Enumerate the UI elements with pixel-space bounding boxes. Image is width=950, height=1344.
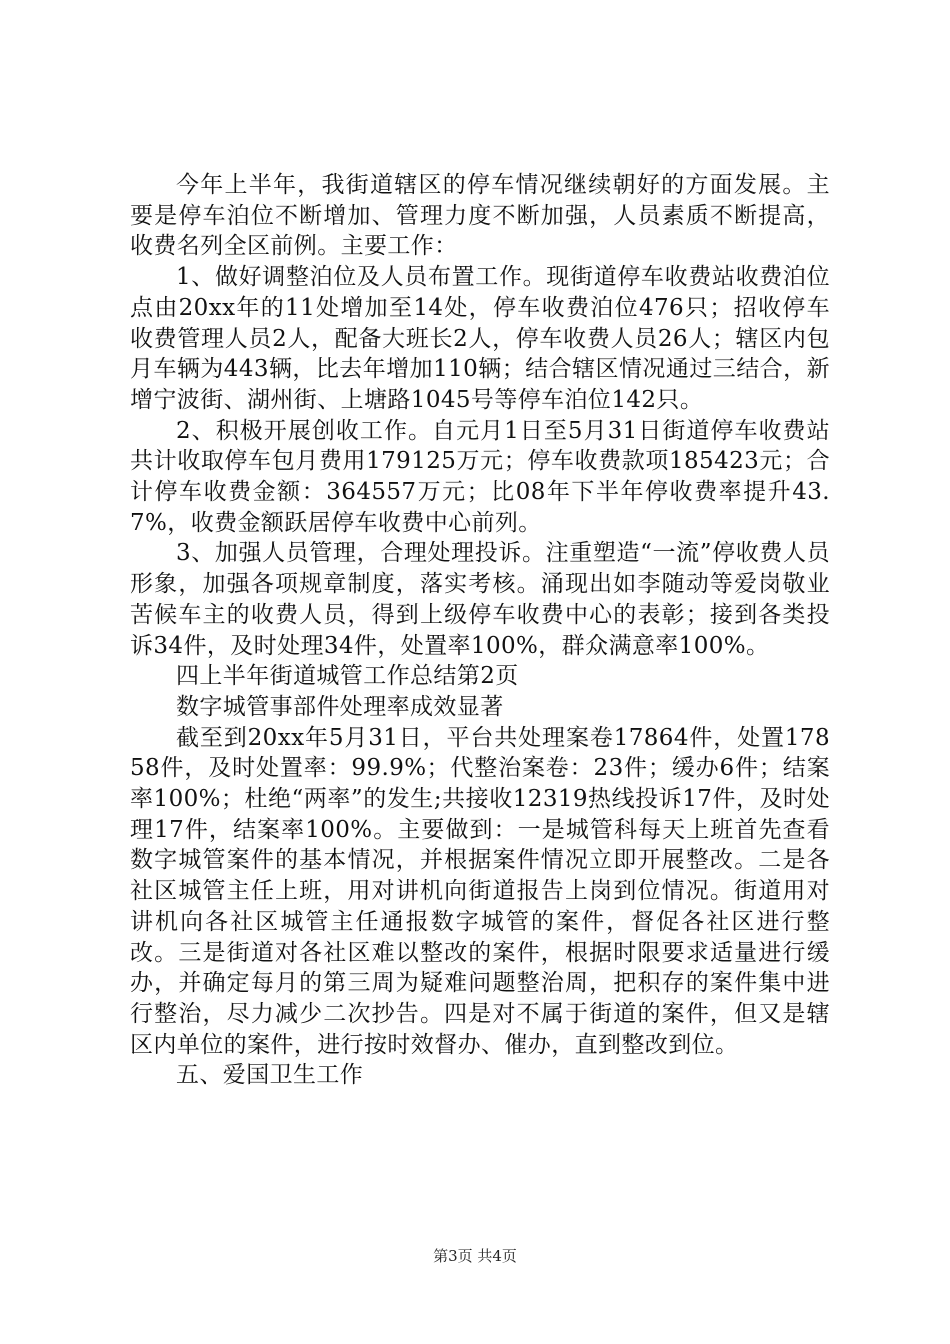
paragraph-digital-city: 截至到20xx年5月31日，平台共处理案卷17864件，处置17858件，及时处置率：99.9%；代整治案卷：23件；缓办6件；结案率100%；杜绝“两率”的发生;共接收12319热线投诉17件，及时处理17件，结案率100%。主要做到：一是城管科每天上班首先查看数字城管案件的基本情况，并根据案件情况立即开展整改。二是各社区城管主任上班，用对讲机向街道报告上岗到位情况。街道用对讲机向各社区城管主任通报数字城管的案件，督促各社区进行整改。三是街道对各社区难以整改的案件，根据时限要求适量进行缓办，并确定每月的第三周为疑难问题整治周，把积存的案件集中进行整治，尽力减少二次抄告。四是对不属于街道的案件，但又是辖区内单位的案件，进行按时效督办、催办，直到整改到位。 xyxy=(130,724,830,1058)
paragraph-intro: 今年上半年，我街道辖区的停车情况继续朝好的方面发展。主要是停车泊位不断增加、管理力度不断加强，人员素质不断提高，收费名列全区前例。主要工作： xyxy=(130,172,830,260)
paragraph-item-3: 3、加强人员管理，合理处理投诉。注重塑造“一流”停收费人员形象，加强各项规章制度，落实考核。涌现出如李随动等爱岗敬业苦候车主的收费人员，得到上级停车收费中心的表彰；接到各类投诉34件，及时处理34件，处置率100%，群众满意率100%。 xyxy=(130,540,830,659)
section-heading-sanitation: 五、爱国卫生工作 xyxy=(176,1062,364,1089)
paragraph-item-2: 2、积极开展创收工作。自元月1日至5月31日街道停车收费站共计收取停车包月费用179125万元；停车收费款项185423元；合计停车收费金额：364557万元；比08年下半年停收费率提升43.7%，收费金额跃居停车收费中心前列。 xyxy=(130,417,830,536)
document-body xyxy=(130,170,830,1091)
paragraph-page-ref: 四上半年街道城管工作总结第2页 xyxy=(176,663,519,690)
section-heading-digital-city: 数字城管事部件处理率成效显著 xyxy=(176,693,504,720)
page-footer: 第3页 共4页 xyxy=(433,1247,517,1265)
paragraph-item-1: 1、做好调整泊位及人员布置工作。现街道停车收费站收费泊位点由20xx年的11处增加至14处，停车收费泊位476只；招收停车收费管理人员2人，配备大班长2人，停车收费人员26人；辖区内包月车辆为443辆，比去年增加110辆；结合辖区情况通过三结合，新增宁波街、湖州街、上塘路1045号等停车泊位142只。 xyxy=(130,264,830,413)
